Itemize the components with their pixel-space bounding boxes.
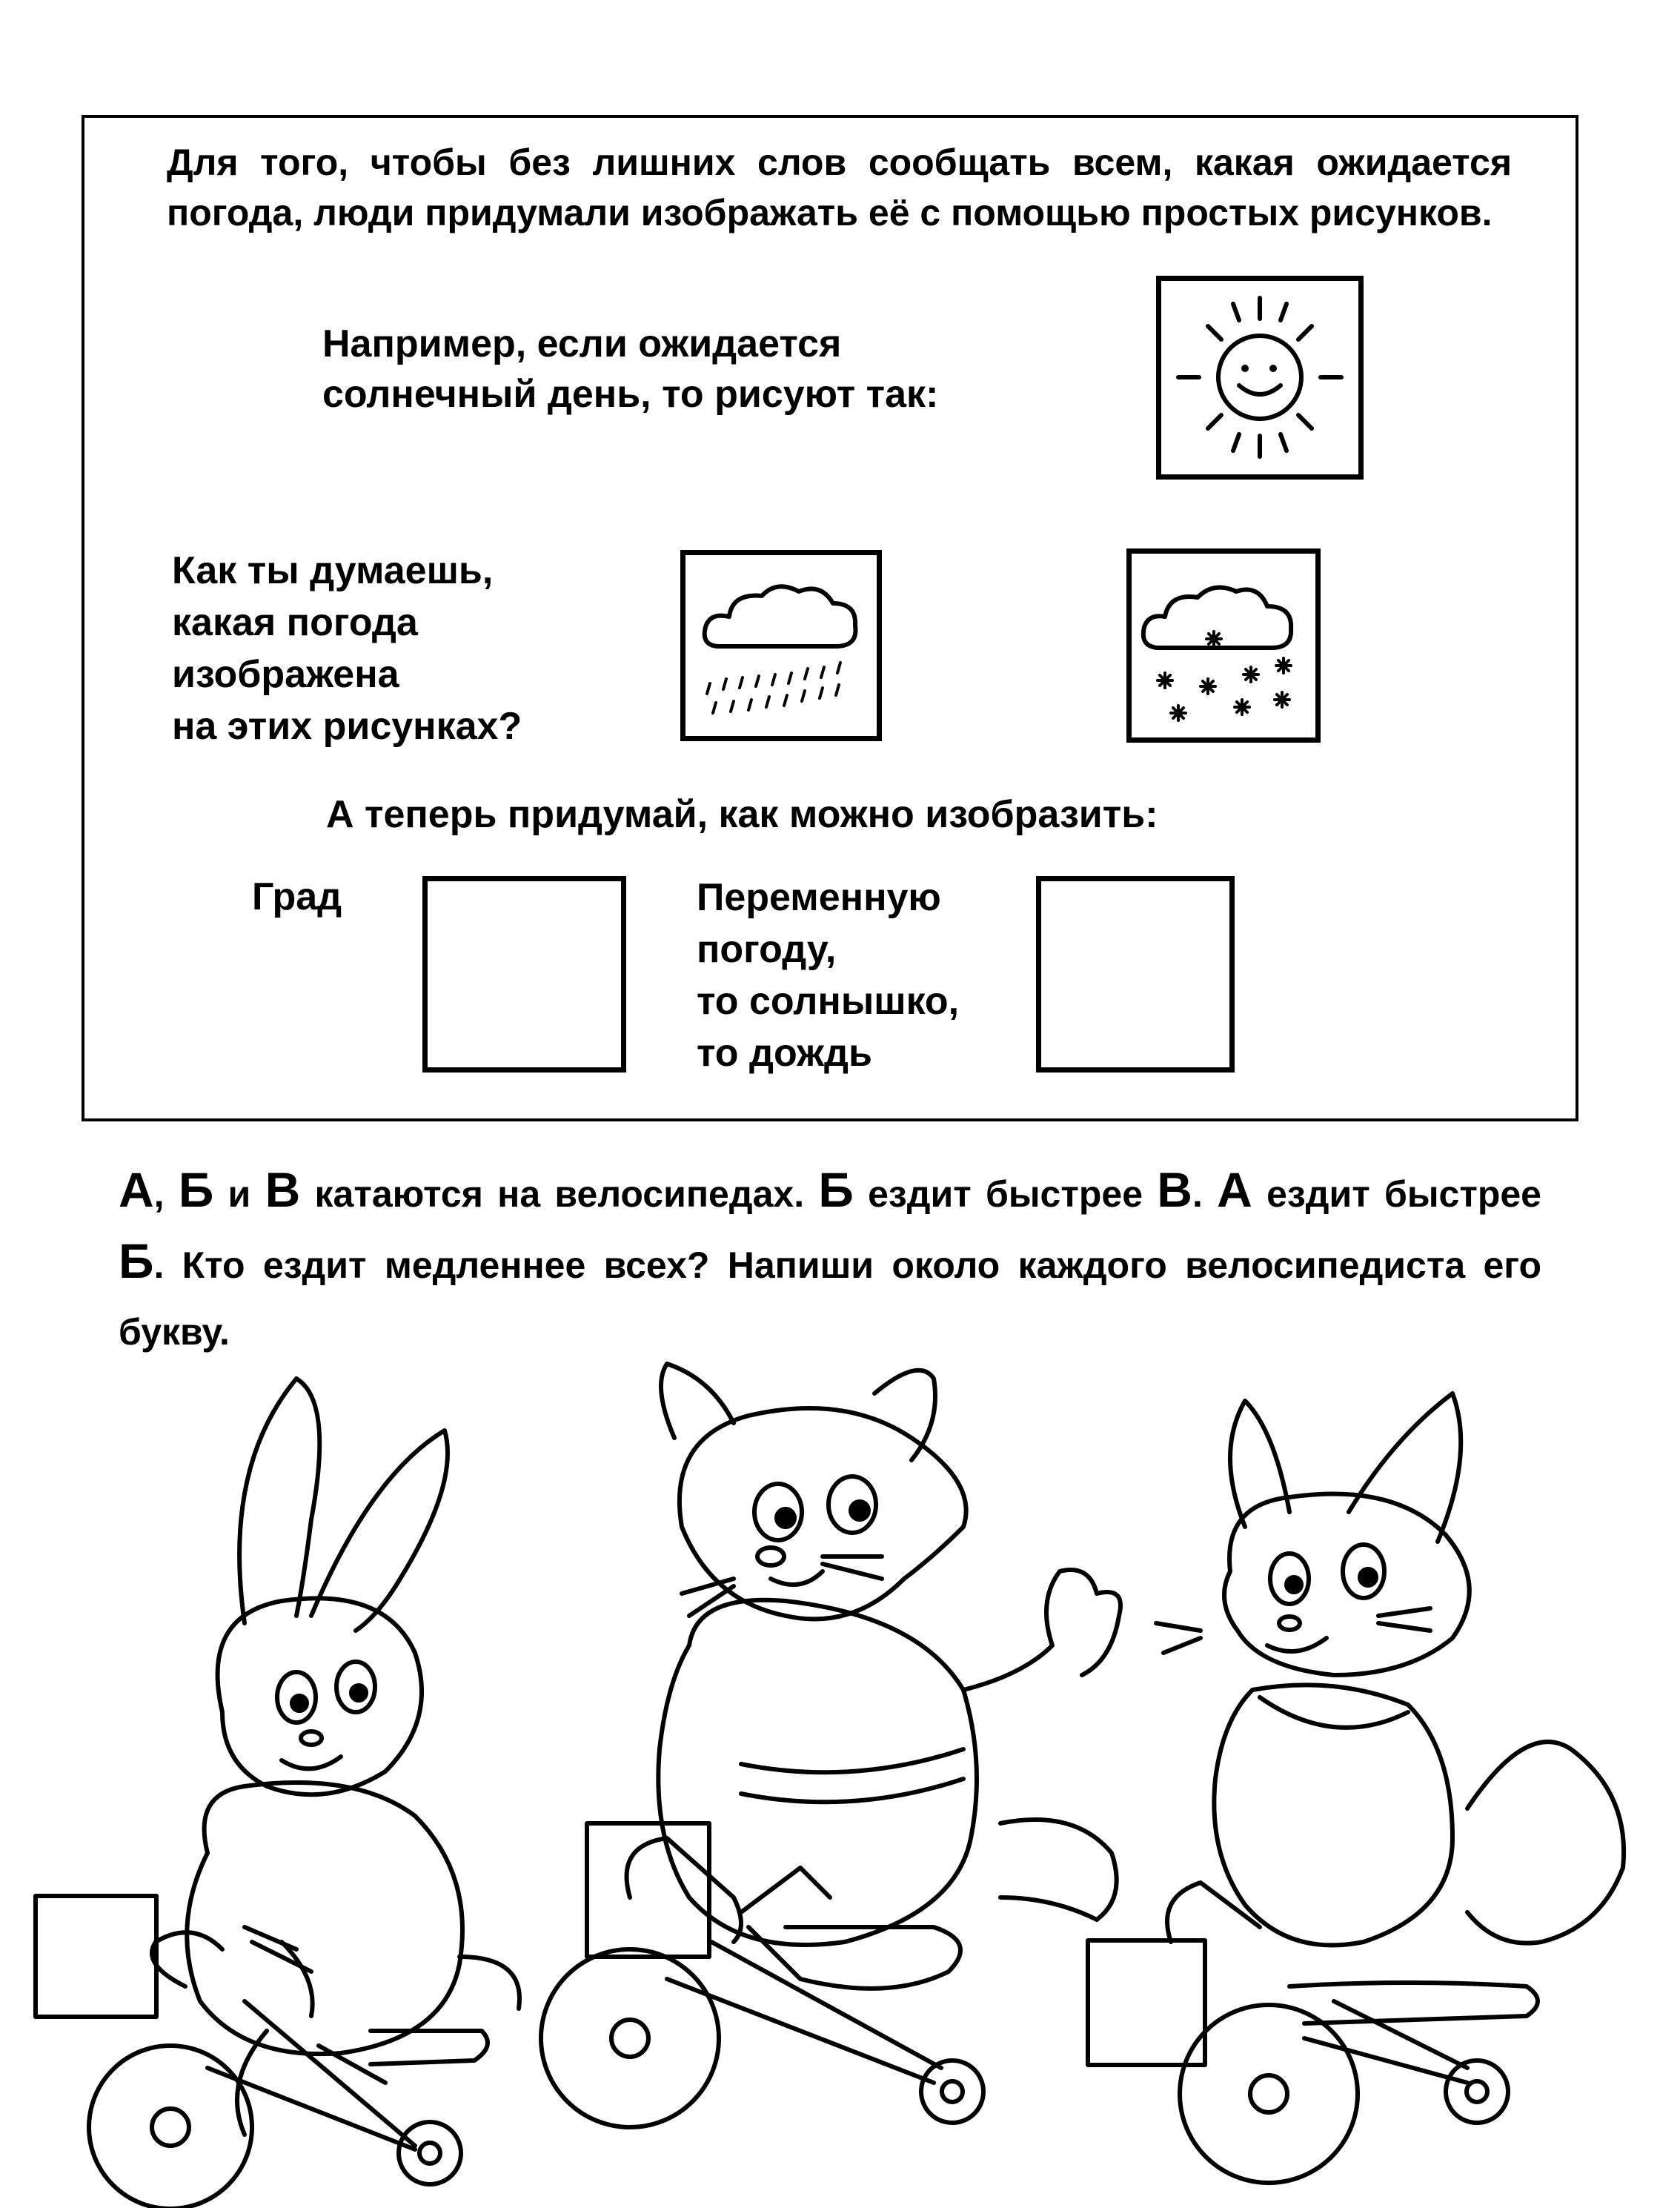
puzzle-text-part: .: [1192, 1173, 1218, 1215]
snow-cloud-icon: [1126, 548, 1321, 743]
intro-text: Для того, чтобы без лишних слов сообщать всем, какая ожидается погода, люди придумали изображать её с помощью простых рисунков.: [167, 142, 1512, 233]
raccoon-cyclist: [541, 1364, 1120, 2127]
letter-b: Б: [818, 1162, 854, 1217]
puzzle-text-part: ездит быстрее: [853, 1173, 1158, 1215]
variable-line: погоду,: [697, 928, 837, 971]
question-line: изображена: [172, 653, 399, 696]
example-line: Например, если ожидается: [322, 322, 842, 365]
question-text: [172, 545, 522, 752]
puzzle-text-part: ездит быстрее: [1252, 1173, 1541, 1215]
bunny-cyclist: [89, 1379, 519, 2208]
question-line: какая погода: [172, 601, 418, 644]
example-line: солнечный день, то рисуют так:: [322, 373, 939, 416]
question-line: Как ты думаешь,: [172, 549, 494, 592]
letter-v: В: [1157, 1162, 1192, 1217]
variable-weather-text: [697, 872, 959, 1079]
bunny-letter-box[interactable]: [36, 1896, 156, 2017]
hail-drawing-box[interactable]: [422, 876, 626, 1072]
variable-line: то солнышко,: [697, 980, 960, 1023]
variable-line: Переменную: [697, 876, 941, 919]
puzzle-text-part: . Кто ездит медленнее всех? Напиши около каждого велосипедиста его букву.: [119, 1244, 1541, 1353]
letter-a: А: [119, 1162, 154, 1217]
task-title: А теперь придумай, как можно изобразить:: [326, 793, 1158, 836]
example-text: [322, 319, 938, 420]
letter-b: Б: [119, 1233, 154, 1288]
rain-cloud-icon: [680, 550, 882, 741]
squirrel-letter-box[interactable]: [1088, 1940, 1205, 2065]
puzzle-text-part: ,: [153, 1173, 179, 1215]
cyclists-illustration: [0, 1334, 1680, 2208]
question-line: на этих рисунках?: [172, 705, 522, 748]
sun-icon: [1156, 276, 1364, 480]
letter-v: В: [265, 1162, 301, 1217]
letter-b: Б: [178, 1162, 214, 1217]
puzzle-text-part: и: [213, 1173, 265, 1215]
puzzle-text-part: катаются на велосипедах.: [300, 1173, 819, 1215]
hail-label: Град: [252, 875, 342, 918]
variable-line: то дождь: [697, 1032, 872, 1075]
letter-a: А: [1217, 1162, 1252, 1217]
squirrel-cyclist: [1156, 1393, 1624, 2183]
variable-weather-drawing-box[interactable]: [1036, 876, 1235, 1072]
